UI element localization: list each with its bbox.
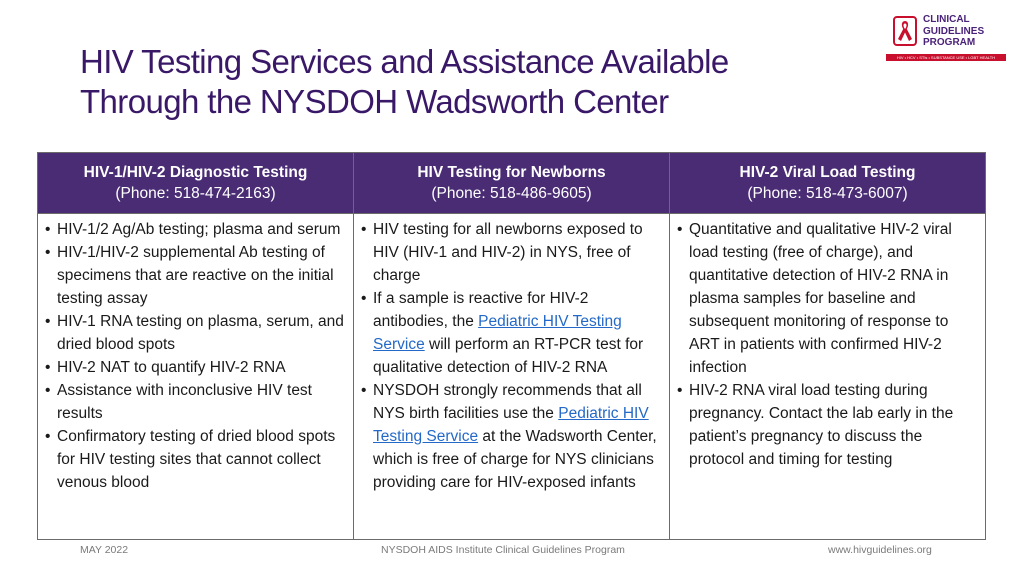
column-phone: (Phone: 518-486-9605)	[431, 185, 592, 202]
ribbon-icon	[895, 18, 915, 44]
footer-date: MAY 2022	[80, 544, 129, 556]
list-item: • HIV-1/2 Ag/Ab testing; plasma and serum	[45, 218, 347, 241]
list-item: • Confirmatory testing of dried blood spots for HIV testing sites that cannot collect venous blood	[45, 425, 347, 494]
cell-viral-load-testing	[670, 214, 986, 540]
newborn-list	[361, 218, 663, 494]
page-title	[80, 42, 870, 122]
column-title: HIV-2 Viral Load Testing	[739, 164, 916, 181]
list-item: • HIV-1 RNA testing on plasma, serum, and dried blood spots	[45, 310, 347, 356]
item-text: If a sample is reactive for HIV-2 antibodies, the	[373, 290, 589, 330]
title-line-1: HIV Testing Services and Assistance Available	[80, 43, 729, 80]
logo-line-2: GUIDELINES	[923, 25, 985, 37]
column-header-newborns	[354, 153, 670, 214]
table-header-row	[38, 153, 986, 214]
column-phone: (Phone: 518-473-6007)	[747, 185, 908, 202]
item-text: at the Wadsworth Center, which is free of charge for NYS clinicians providing care for HIV-exposed infants	[373, 428, 657, 491]
list-item: • HIV-2 RNA viral load testing during pregnancy. Contact the lab early in the patient’s pregnancy to discuss the protocol and timing for testing	[677, 379, 979, 471]
column-title: HIV-1/HIV-2 Diagnostic Testing	[83, 164, 308, 181]
logo-text	[923, 14, 1007, 49]
footer-program: NYSDOH AIDS Institute Clinical Guidelines Program	[381, 544, 625, 556]
item-text: NYSDOH strongly recommends that all NYS birth facilities use the	[373, 382, 642, 422]
viral-load-list	[677, 218, 979, 471]
footer-website: www.hivguidelines.org	[828, 544, 932, 556]
column-header-diagnostic	[38, 153, 354, 214]
pediatric-hiv-testing-link[interactable]: Pediatric HIV Testing Service	[373, 313, 622, 353]
item-text: will perform an RT-PCR test for qualitative detection of HIV-2 RNA	[373, 336, 644, 376]
list-item: • HIV testing for all newborns exposed to HIV (HIV-1 and HIV-2) in NYS, free of charge	[361, 218, 663, 287]
list-item	[361, 379, 663, 494]
testing-services-table	[37, 152, 986, 540]
list-item: • HIV-1/HIV-2 supplemental Ab testing of specimens that are reactive on the initial testing assay	[45, 241, 347, 310]
logo-frame	[893, 16, 917, 46]
cell-newborn-testing	[354, 214, 670, 540]
column-phone: (Phone: 518-474-2163)	[115, 185, 276, 202]
logo-line-3: PROGRAM	[923, 37, 976, 48]
clinical-guidelines-logo[interactable]	[886, 14, 1006, 64]
column-title: HIV Testing for Newborns	[417, 164, 606, 181]
title-line-2: Through the NYSDOH Wadsworth Center	[80, 83, 669, 120]
pediatric-hiv-testing-link[interactable]: Pediatric HIV Testing Service	[373, 405, 649, 445]
list-item: • Assistance with inconclusive HIV test results	[45, 379, 347, 425]
list-item: • Quantitative and qualitative HIV-2 viral load testing (free of charge), and quantitative detection of HIV-2 RNA in plasma samples for baseline and subsequent monitoring of response to ART in patients with confirmed HIV-2 infection	[677, 218, 979, 379]
logo-tagline: HIV • HCV • STIs • SUBSTANCE USE • LGBT HEALTH	[886, 54, 1006, 61]
logo-line-1: CLINICAL	[923, 14, 970, 25]
list-item: • HIV-2 NAT to quantify HIV-2 RNA	[45, 356, 347, 379]
column-header-viral-load	[670, 153, 986, 214]
diagnostic-list	[45, 218, 347, 494]
list-item	[361, 287, 663, 379]
cell-diagnostic-testing	[38, 214, 354, 540]
table-body-row	[38, 214, 986, 540]
